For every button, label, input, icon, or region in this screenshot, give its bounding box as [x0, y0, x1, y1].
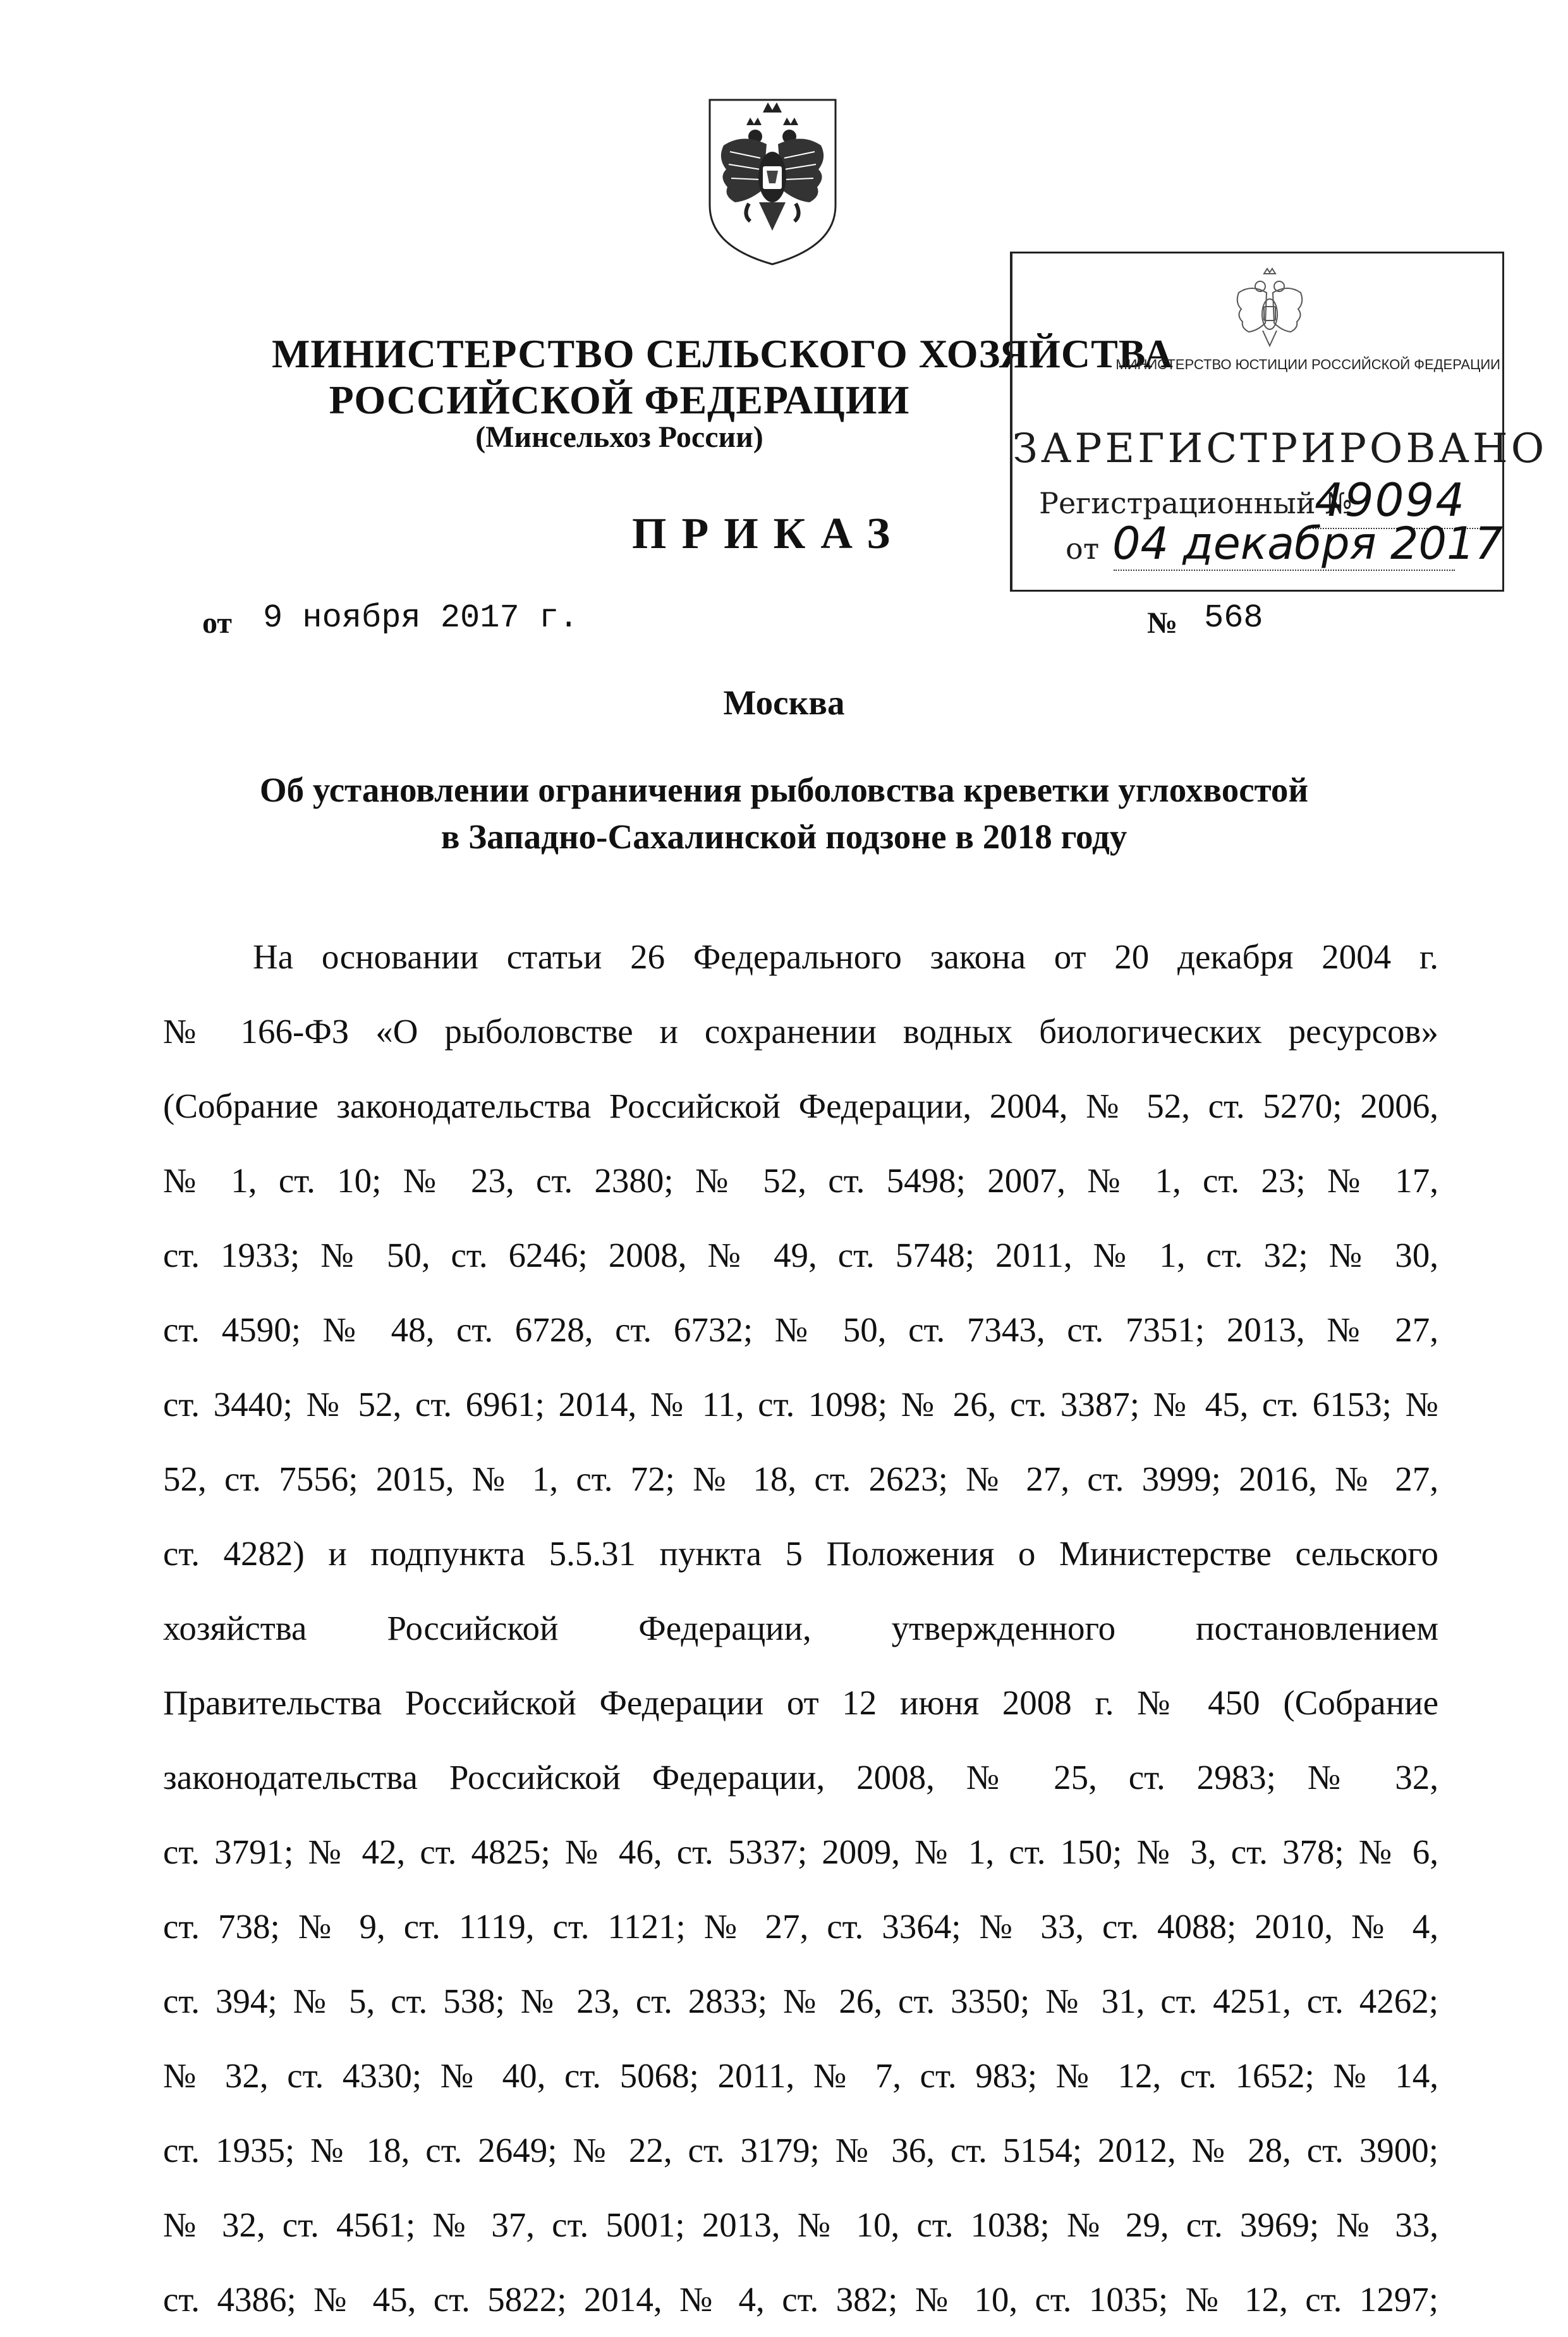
stamp-date-underline	[1114, 570, 1455, 571]
body-line: ст. 4282) и подпункта 5.5.31 пункта 5 Положения о Министерстве сельского	[163, 1534, 1438, 1573]
body-line: № 32, ст. 4561; № 37, ст. 5001; 2013, № 10, ст. 1038; № 29, ст. 3969; № 33,	[163, 2206, 1438, 2244]
body-line: ст. 1933; № 50, ст. 6246; 2008, № 49, ст. 5748; 2011, № 1, ст. 32; № 30,	[163, 1236, 1438, 1274]
body-line: На основании статьи 26 Федерального закона от 20 декабря 2004 г.	[253, 937, 1438, 976]
coat-of-arms-icon	[705, 95, 841, 269]
body-line: Правительства Российской Федерации от 12 июня 2008 г. № 450 (Собрание	[163, 1683, 1438, 1722]
body-line: законодательства Российской Федерации, 2008, № 25, ст. 2983; № 32,	[163, 1758, 1438, 1797]
body-line: ст. 738; № 9, ст. 1119, ст. 1121; № 27, ст. 3364; № 33, ст. 4088; 2010, № 4,	[163, 1907, 1438, 1946]
order-body-paragraph	[163, 920, 1438, 2337]
order-number: 568	[1204, 599, 1263, 637]
body-line: ст. 3791; № 42, ст. 4825; № 46, ст. 5337; 2009, № 1, ст. 150; № 3, ст. 378; № 6,	[163, 1833, 1438, 1871]
body-line: ст. 4386; № 45, ст. 5822; 2014, № 4, ст. 382; № 10, ст. 1035; № 12, ст. 1297;	[163, 2280, 1438, 2319]
body-line: № 32, ст. 4330; № 40, ст. 5068; 2011, № 7, ст. 983; № 12, ст. 1652; № 14,	[163, 2056, 1438, 2095]
body-line: (Собрание законодательства Российской Федерации, 2004, № 52, ст. 5270; 2006,	[163, 1087, 1438, 1125]
stamp-ministry-name: МИНИСТЕРСТВО ЮСТИЦИИ РОССИЙСКОЙ ФЕДЕРАЦИИ	[1115, 357, 1500, 372]
stamp-registered-label: ЗАРЕГИСТРИРОВАНО	[1012, 425, 1548, 472]
body-line: ст. 394; № 5, ст. 538; № 23, ст. 2833; № 26, ст. 3350; № 31, ст. 4251, ст. 4262;	[163, 1982, 1438, 2020]
ministry-country: РОССИЙСКОЙ ФЕДЕРАЦИИ	[329, 377, 910, 422]
body-line: № 166-ФЗ «О рыболовстве и сохранении водных биологических ресурсов»	[163, 1012, 1438, 1051]
stamp-registration-number-label: Регистрационный №	[1039, 486, 1352, 520]
stamp-date-label: от	[1066, 532, 1100, 566]
body-line: № 1, ст. 10; № 23, ст. 2380; № 52, ст. 5498; 2007, № 1, ст. 23; № 17,	[163, 1161, 1438, 1200]
order-subject-line: Об установлении ограничения рыболовства креветки углохвостой	[259, 771, 1309, 809]
ministry-short-name: (Минсельхоз России)	[475, 420, 763, 454]
stamp-emblem-icon	[1232, 267, 1307, 348]
ministry-name: МИНИСТЕРСТВО СЕЛЬСКОГО ХОЗЯЙСТВА	[272, 331, 1174, 376]
stamp-registration-number: 49094	[1315, 473, 1466, 527]
stamp-registration-date: 04 декабря 2017	[1112, 518, 1504, 570]
body-line: ст. 4590; № 48, ст. 6728, ст. 6732; № 50, ст. 7343, ст. 7351; 2013, № 27,	[163, 1310, 1438, 1349]
order-title: ПРИКАЗ	[632, 510, 906, 558]
body-line: хозяйства Российской Федерации, утвержденного постановлением	[163, 1609, 1438, 1647]
registration-stamp	[1010, 252, 1548, 592]
order-city: Москва	[723, 683, 845, 722]
order-subject-line: в Западно-Сахалинской подзоне в 2018 году	[441, 817, 1127, 856]
body-line: ст. 3440; № 52, ст. 6961; 2014, № 11, ст. 1098; № 26, ст. 3387; № 45, ст. 6153; №	[163, 1385, 1438, 1424]
body-line: ст. 1935; № 18, ст. 2649; № 22, ст. 3179; № 36, ст. 5154; 2012, № 28, ст. 3900;	[163, 2131, 1438, 2169]
order-number-label: №	[1147, 606, 1178, 640]
body-line: 52, ст. 7556; 2015, № 1, ст. 72; № 18, ст. 2623; № 27, ст. 3999; 2016, № 27,	[163, 1460, 1438, 1498]
order-date: 9 ноября 2017 г.	[263, 599, 579, 637]
order-date-label: от	[202, 606, 232, 640]
